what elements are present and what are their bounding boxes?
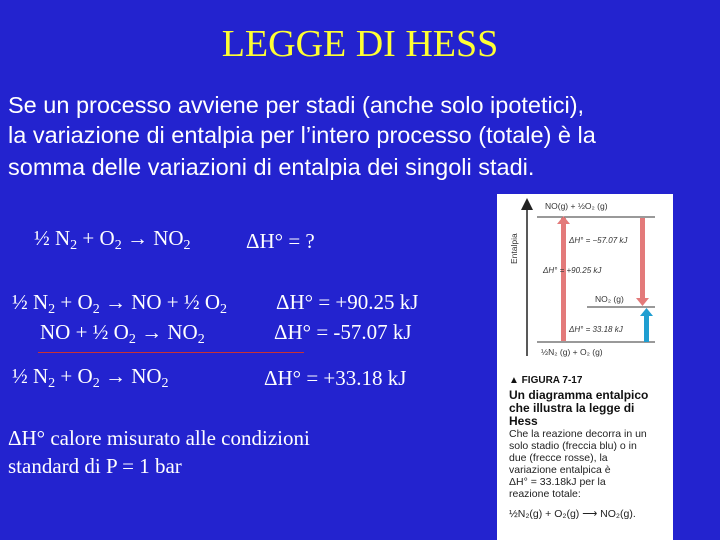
intro-line-2: la variazione di entalpia per l’intero processo (totale) è la xyxy=(8,122,596,148)
mid-level-label: NO₂ (g) xyxy=(595,294,624,304)
sum-enthalpy: ΔH° = +33.18 kJ xyxy=(264,366,407,390)
note-line-1: ΔH° calore misurato alle condizioni xyxy=(8,426,310,450)
sum-divider xyxy=(38,352,304,353)
axis-label: Entalpia xyxy=(509,233,519,264)
dh-up-label: ΔH° = +90.25 kJ xyxy=(543,266,602,275)
arrow-icon: → xyxy=(104,364,126,388)
dh-down-label: ΔH° = −57.07 kJ xyxy=(569,236,628,245)
red-arrow-down xyxy=(640,218,645,300)
caption-equation: ½N₂(g) + O₂(g) ⟶ NO₂(g). xyxy=(509,508,636,520)
intro-line-1: Se un processo avviene per stadi (anche solo ipotetici), xyxy=(8,92,585,118)
caption-line-5: ΔH° = 33.18kJ per la xyxy=(509,476,606,488)
arrow-icon: → xyxy=(104,290,126,314)
step2-equation: NO + ½ $O_2 \to NO_2$ xyxy=(40,320,205,347)
caption-line-3: due (frecce rosse), la xyxy=(509,452,608,464)
step1-equation: ½ $N_2 + O_2$ → NO + ½ $O_2$ xyxy=(12,290,228,317)
red-arrow-up xyxy=(561,218,566,341)
caption-figure-number: ▲ FIGURA 7-17 xyxy=(509,375,583,386)
note-line-2: standard di P = 1 bar xyxy=(8,454,182,478)
blue-arrow-up xyxy=(644,312,649,342)
sum-equation: ½ $N_2 + O_2 \to NO_2$ xyxy=(12,364,169,391)
caption-bold-2: che illustra la legge di xyxy=(509,401,635,415)
step2-enthalpy: ΔH° = -57.07 kJ xyxy=(274,320,412,344)
top-level-label: NO(g) + ½O₂ (g) xyxy=(545,201,608,211)
diagram-graphic xyxy=(497,194,673,369)
page-title: LEGGE DI HESS xyxy=(221,23,499,65)
bottom-level-label: ½N₂ (g) + O₂ (g) xyxy=(541,347,603,357)
enthalpy-diagram xyxy=(497,194,673,540)
step1-enthalpy: ΔH° = +90.25 kJ xyxy=(276,290,419,314)
caption-line-1: Che la reazione decorra in un xyxy=(509,428,647,440)
caption-bold-1: Un diagramma entalpico xyxy=(509,388,649,402)
overall-equation: ½ $N_2 + O_2 \to NO_2$ xyxy=(34,226,191,253)
dh-direct-label: ΔH° = 33.18 kJ xyxy=(569,325,623,334)
overall-enthalpy: ΔH° = ? xyxy=(246,229,315,253)
intro-line-3: somma delle variazioni di entalpia dei singoli stadi. xyxy=(8,154,535,180)
arrow-icon: → xyxy=(126,226,148,250)
caption-line-2: solo stadio (freccia blu) o in xyxy=(509,440,637,452)
caption-bold-3: Hess xyxy=(509,414,538,428)
arrow-icon: → xyxy=(141,320,163,344)
caption-line-4: variazione entalpica è xyxy=(509,464,611,476)
caption-line-6: reazione totale: xyxy=(509,488,581,500)
